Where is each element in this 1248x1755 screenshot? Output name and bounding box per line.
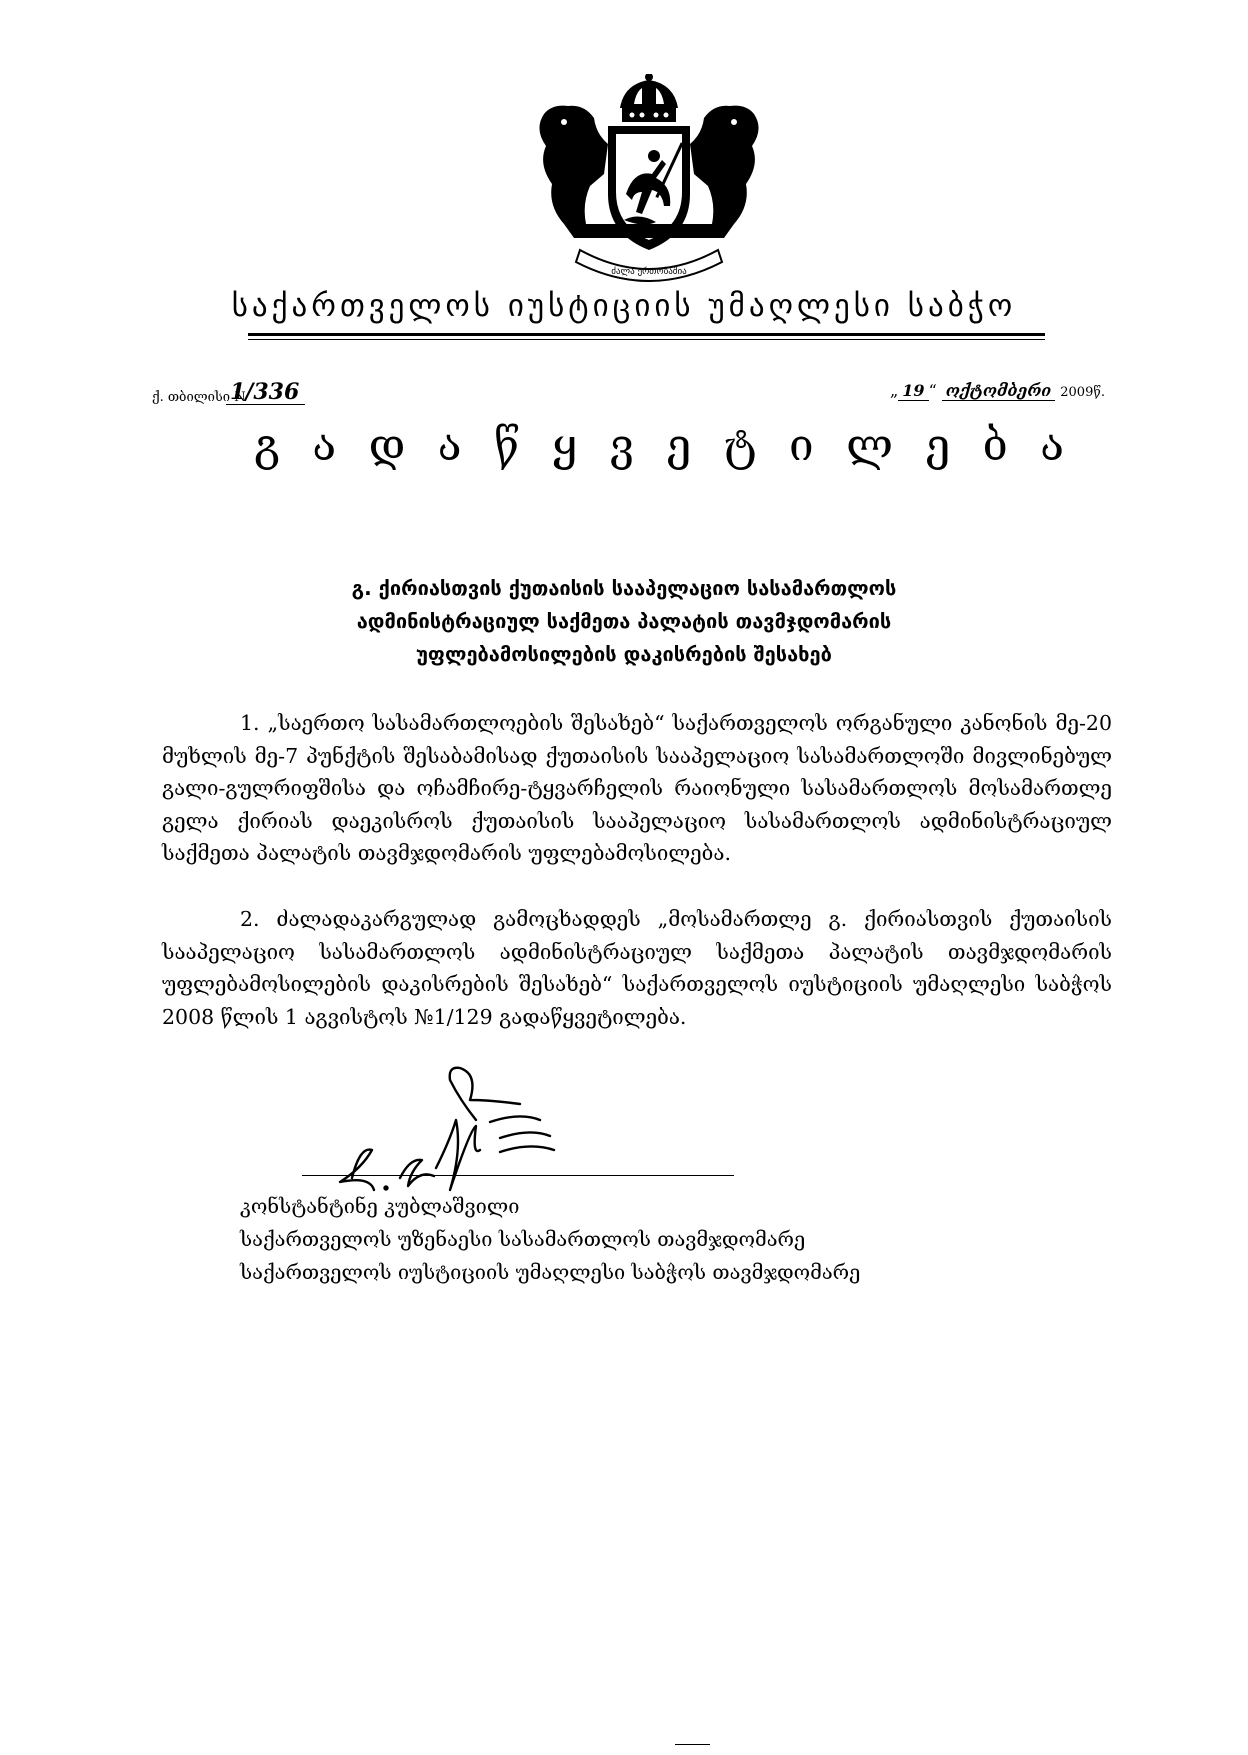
title-letter: ბ <box>982 420 1008 471</box>
subject-line: უფლებამოსილების დაკისრების შესახებ <box>416 642 832 666</box>
title-letter: დ <box>368 420 406 471</box>
signatory-position-2: საქართველოს იუსტიციის უმაღლესი საბჭოს თავმჯდომარე <box>240 1260 861 1284</box>
title-letter: ი <box>789 420 814 471</box>
emblem-motto: ძალა ერთობაშია <box>611 267 687 277</box>
title-letter: ე <box>666 420 692 471</box>
decision-date <box>890 381 1105 400</box>
coat-of-arms-icon <box>524 74 774 282</box>
title-letter: ა <box>437 420 462 471</box>
date-year: 2009წ. <box>1060 385 1106 400</box>
document-title <box>254 420 1064 471</box>
title-letter: ე <box>925 420 951 471</box>
paragraph-2: 2. ძალადაკარგულად გამოცხადდეს „მოსამართლე გ. ქირიასთვის ქუთაისის სააპელაციო სასამართლოს ადმინისტრაციულ საქმეთა პალატის თავმჯდომარის უფლებამოსილების დაკისრების შესახებ“ საქართველოს იუსტიციის უმაღლესი საბჭოს 2008 წლის 1 აგვისტოს №1/129 გადაწყვეტილება. <box>162 907 1112 1029</box>
header-divider-thick <box>248 333 1045 336</box>
registration-label: ქ. თბილისი N <box>152 390 246 405</box>
date-quote-open: „ <box>890 381 899 400</box>
date-quote-close: “ <box>928 381 937 400</box>
handwritten-signature <box>300 1060 800 1210</box>
signatory-position-1: საქართველოს უზენაესი სასამართლოს თავმჯდომარე <box>240 1227 806 1251</box>
title-letter: ა <box>312 420 337 471</box>
title-letter: ა <box>1040 420 1064 471</box>
title-letter: ლ <box>846 420 894 471</box>
paragraph-1: 1. „საერთო სასამართლოების შესახებ“ საქართველოს ორგანული კანონის მე-20 მუხლის მე-7 პუნქტის შესაბამისად ქუთაისის სააპელაციო სასამართლოში მივლინებულ გალი-გულრიფშისა და ოჩამჩირე-ტყვარჩელის რაიონული სასამართლოს მოსამართლე გელა ქირიას დაეკისროს ქუთაისის სააპელაციო სასამართლოს ადმინისტრაციულ საქმეთა პალატის თავმჯდომარის უფლებამოსილება. <box>162 711 1112 866</box>
title-letter: გ <box>254 420 280 471</box>
council-title: საქართველოს იუსტიციის უმაღლესი საბჭო <box>231 288 1017 324</box>
title-letter: ვ <box>609 420 635 471</box>
signatory-block <box>240 1190 860 1289</box>
footer-mark <box>675 1744 710 1745</box>
title-letter: წ <box>494 420 520 471</box>
header-divider-thin <box>248 339 1045 340</box>
date-day: 19 <box>898 381 928 401</box>
subject-line: გ. ქირიასთვის ქუთაისის სააპელაციო სასამართლოს <box>351 576 897 600</box>
subject-line: ადმინისტრაციულ საქმეთა პალატის თავმჯდომარის <box>356 609 892 633</box>
title-letter: ყ <box>552 420 578 471</box>
signatory-name: კონსტანტინე კუბლაშვილი <box>240 1194 520 1218</box>
registration-number: 1/336 <box>226 380 305 405</box>
decision-subject <box>0 572 1248 671</box>
date-month: ოქტომბერი <box>942 381 1055 401</box>
signature-line <box>302 1175 734 1176</box>
title-letter: ტ <box>723 420 757 471</box>
